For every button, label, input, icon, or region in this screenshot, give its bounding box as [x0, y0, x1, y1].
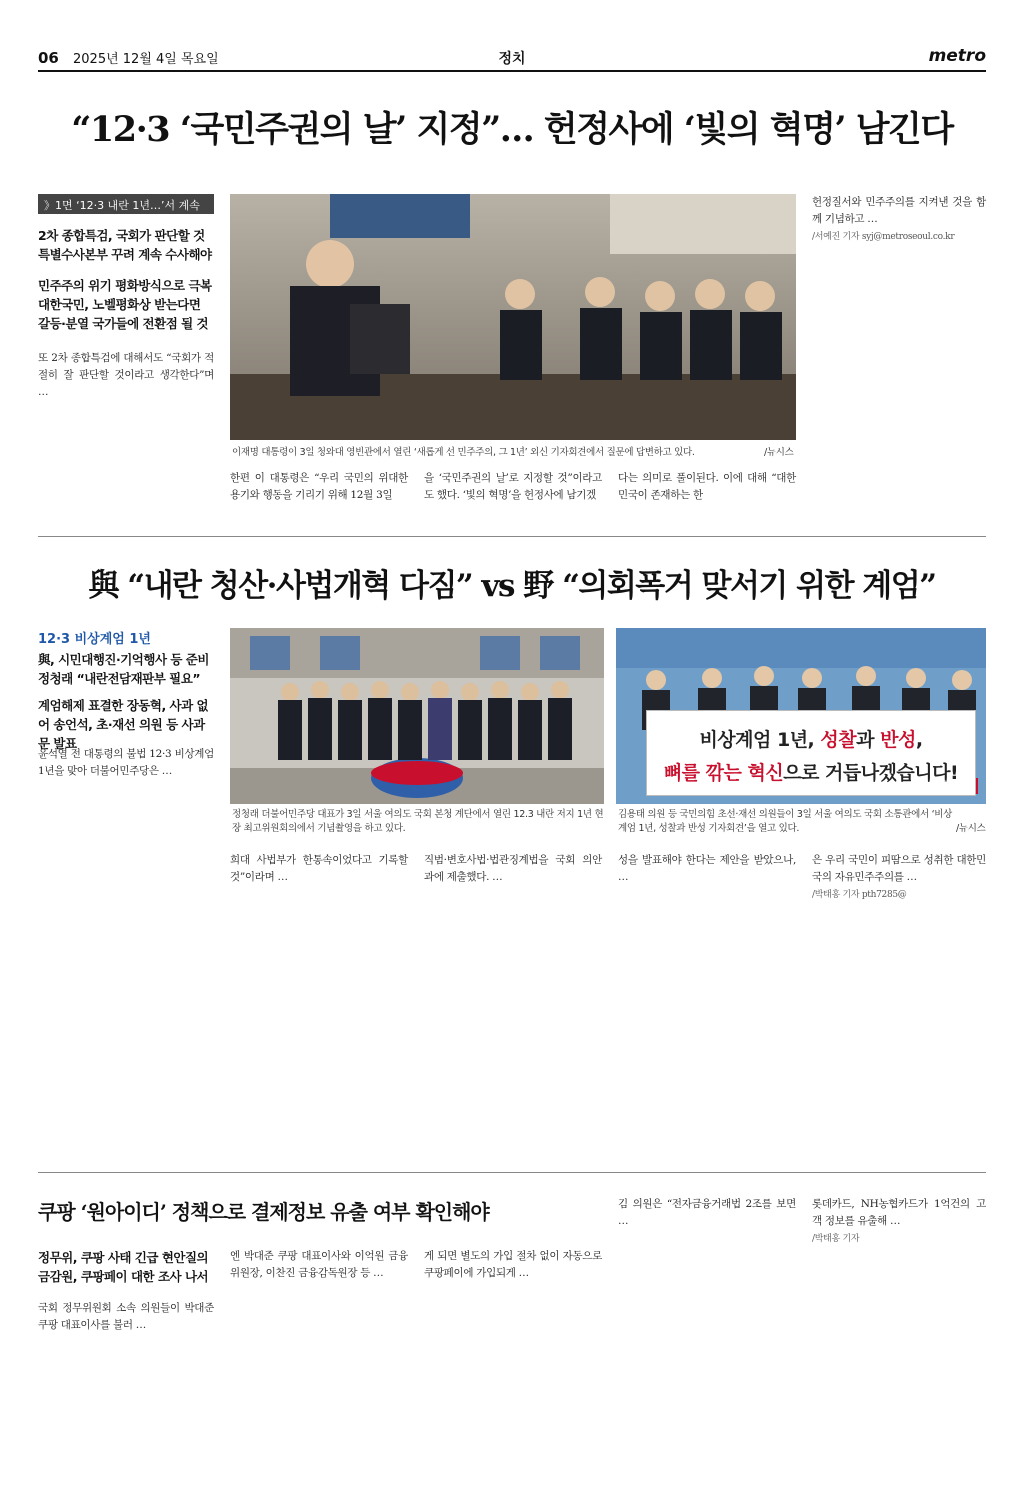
story2-subhead-2: 계엄해제 표결한 장동혁, 사과 없어 송언석, 초·재선 의원 등 사과문 발표	[38, 698, 209, 751]
story1-photo-credit: /뉴시스	[764, 447, 794, 458]
banner-line-2-part-b: 으로 거듭나겠습니다!	[783, 762, 959, 784]
story2-column-5-text: 은 우리 국민이 피땀으로 성취한 대한민국의 자유민주주의를 …	[812, 854, 986, 883]
story1-photo-caption: 이재명 대통령이 3일 청와대 영빈관에서 열린 ‘새롭게 선 민주주의, 그 1년’ 외신 기자회견에서 질문에 답변하고 있다.	[232, 447, 695, 458]
story3-column-5-text: 롯데카드, NH농협카드가 1억건의 고객 정보를 유출해 …	[812, 1198, 986, 1227]
story2-photo-credit: /뉴시스	[956, 823, 986, 834]
story1-column-5-text: 헌정질서와 민주주의를 지켜낸 것을 함께 기념하고 …	[812, 196, 986, 225]
story1-subhead-2: 민주주의 위기 평화방식으로 극복 대한국민, 노벨평화상 받는다면 갈등·분열 국가들에 전환점 될 것	[38, 278, 212, 331]
story1-column-2: 한편 이 대통령은 “우리 국민의 위대한 용기와 행동을 기리기 위해 12월 3일	[230, 472, 408, 501]
story1-column-5	[812, 194, 986, 246]
metro-logo: metro	[928, 46, 986, 66]
banner-line-2	[647, 758, 975, 785]
story2-photo-1	[230, 628, 604, 804]
story2-photo-2-caption: 김용태 의원 등 국민의힘 초선·재선 의원들이 3일 서울 여의도 국회 소통관에서 ‘비상계엄 1년, 성찰과 반성 기자회견’을 열고 있다.	[618, 809, 953, 834]
story2-column-5	[812, 852, 986, 904]
story3-column-4: 김 의원은 “전자금융거래법 2조를 보면 …	[618, 1198, 796, 1227]
story2-column-3: 직범·변호사법·법관징계법을 국회 의안과에 제출했다. …	[424, 854, 602, 883]
story2-subhead-1: 與, 시민대행진·기억행사 등 준비 정청래 “내란전담재판부 필요”	[38, 652, 209, 686]
story3-column-2: 엔 박대준 쿠팡 대표이사와 이억원 금융위원장, 이찬진 금융감독원장 등 …	[230, 1250, 408, 1279]
story1-column-4: 다는 의미로 풀이된다. 이에 대해 “대한민국이 존재하는 한	[618, 472, 796, 501]
banner-highlight-1: 성찰	[820, 729, 857, 751]
banner-highlight-2: 반성	[880, 729, 916, 751]
apology-banner	[646, 710, 976, 796]
story1-byline: /서예진 기자 syj@metroseoul.co.kr	[812, 232, 955, 242]
story1-column-3: 을 ‘국민주권의 날’로 지정할 것”이라고 도 했다. ‘빛의 혁명’을 헌정사에 남기겠	[424, 472, 602, 501]
banner-highlight-3: 뼈를 깎는 혁신	[663, 762, 784, 784]
banner-line-1-part-e: ,	[915, 729, 923, 751]
story2-byline: /박태홍 기자 pth7285@	[812, 890, 907, 900]
story1-subhead-1: 2차 종합특검, 국회가 판단할 것 특별수사본부 꾸려 계속 수사해야	[38, 228, 212, 262]
story3-column-1: 국회 정무위원회 소속 의원들이 박대준 쿠팡 대표이사를 불러 …	[38, 1302, 214, 1331]
page-number: 06	[38, 49, 59, 67]
story2-photo-2	[616, 628, 986, 804]
story2-photo-1-caption: 정청래 더불어민주당 대표가 3일 서울 여의도 국회 본청 계단에서 열린 12.3 내란 저지 1년 현장 최고위원회의에서 기념촬영을 하고 있다.	[232, 809, 604, 834]
story1-column-1: 또 2차 종합특검에 대해서도 “국회가 적절히 잘 판단할 것이라고 생각한다”며 …	[38, 352, 214, 398]
section-label: 정치	[498, 51, 526, 67]
story2-kicker: 12·3 비상계엄 1년	[38, 632, 151, 647]
story2-column-2: 희대 사법부가 한통속이었다고 기록할 것”이라며 …	[230, 854, 408, 883]
divider-1	[38, 536, 986, 537]
story2-column-4: 성을 발표해야 한다는 제안을 받았으나, …	[618, 854, 796, 883]
story3-byline: /박태홍 기자	[812, 1234, 860, 1244]
story2-column-1: 윤석열 전 대통령의 불법 12·3 비상계엄 1년을 맞아 더불어민주당은 …	[38, 748, 214, 777]
continued-tag: 》1면 ‘12·3 내란 1년…’서 계속	[38, 194, 214, 214]
divider-2	[38, 1172, 986, 1173]
story3-column-3: 게 되면 별도의 가입 절차 없이 자동으로 쿠팡페이에 가입되게 …	[424, 1250, 602, 1279]
story1-photo	[230, 194, 796, 440]
story3-column-5	[812, 1196, 986, 1248]
party-logo: 국민의힘	[939, 780, 971, 789]
story1-headline: “12·3 ‘국민주권의 날’ 지정”… 헌정사에 ‘빛의 혁명’ 남긴다	[71, 109, 953, 150]
banner-line-1	[647, 725, 975, 752]
banner-line-1-part-c: 과	[856, 729, 881, 751]
banner-line-1-part-a: 비상계엄 1년,	[699, 729, 821, 751]
story2-headline: 與 “내란 청산·사법개혁 다짐” vs 野 “의회폭거 맞서기 위한 계엄”	[88, 568, 936, 604]
story3-subhead: 정무위, 쿠팡 사태 긴급 현안질의 금감원, 쿠팡페이 대한 조사 나서	[38, 1250, 209, 1284]
story3-headline: 쿠팡 ‘원아이디’ 정책으로 결제정보 유출 여부 확인해야	[38, 1200, 489, 1224]
issue-date: 2025년 12월 4일 목요일	[73, 52, 219, 67]
page-header	[38, 44, 986, 72]
